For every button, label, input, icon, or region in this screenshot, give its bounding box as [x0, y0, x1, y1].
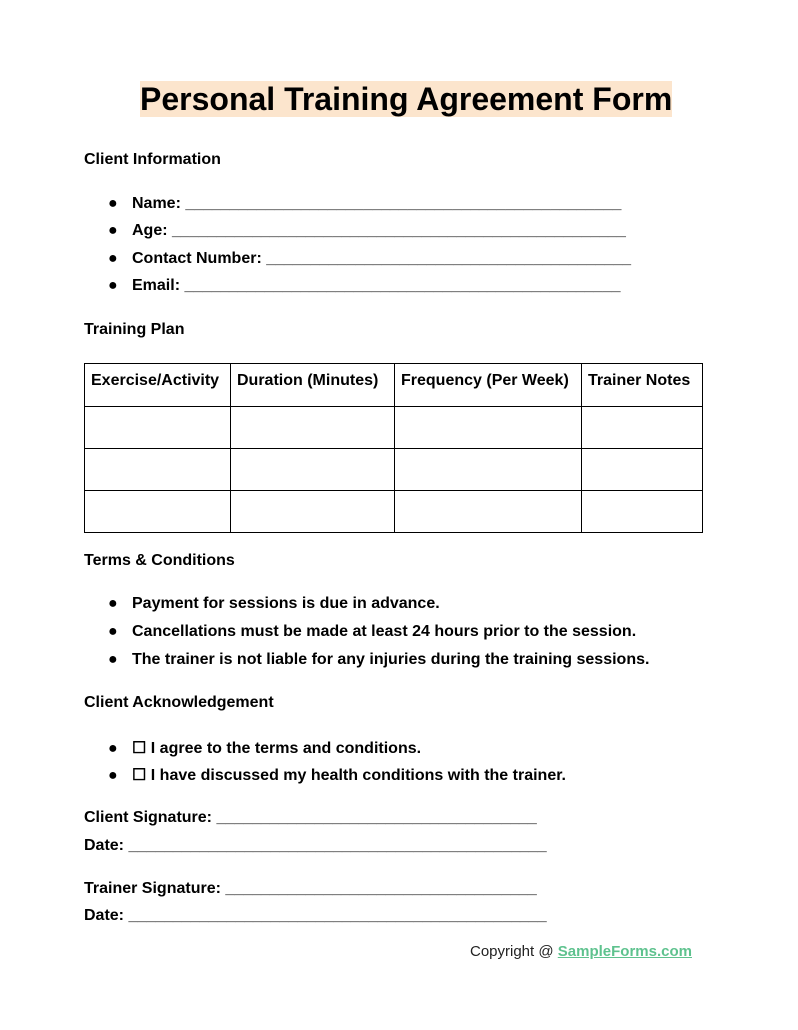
table-cell[interactable] [395, 449, 582, 491]
agree-terms-checkbox[interactable]: ● ☐ I agree to the terms and conditions. [108, 740, 422, 757]
age-field[interactable]: ● Age: ___________________________________________________ [108, 222, 626, 239]
table-cell[interactable] [231, 449, 395, 491]
table-cell[interactable] [582, 449, 703, 491]
email-field[interactable]: ● Email: _________________________________________________ [108, 277, 621, 294]
table-row [85, 449, 703, 491]
table-cell[interactable] [395, 407, 582, 449]
column-header: Frequency (Per Week) [395, 364, 582, 407]
health-discussed-checkbox[interactable]: ● ☐ I have discussed my health conditions with the trainer. [108, 767, 566, 784]
table-cell[interactable] [395, 491, 582, 533]
trainer-date-field[interactable]: Date: _______________________________________________ [84, 907, 547, 924]
client-info-heading: Client Information [84, 151, 221, 168]
table-cell[interactable] [85, 407, 231, 449]
table-cell[interactable] [85, 491, 231, 533]
table-cell[interactable] [85, 449, 231, 491]
name-field[interactable]: ● Name: _________________________________________________ [108, 195, 622, 212]
terms-item: ● Cancellations must be made at least 24 hours prior to the session. [108, 623, 637, 640]
table-row [85, 407, 703, 449]
terms-heading: Terms & Conditions [84, 552, 235, 569]
sampleforms-link[interactable]: SampleForms.com [557, 943, 692, 960]
terms-item: ● Payment for sessions is due in advance. [108, 595, 440, 612]
training-plan-table [84, 363, 703, 533]
acknowledgement-heading: Client Acknowledgement [84, 694, 274, 711]
table-row [85, 491, 703, 533]
column-header: Trainer Notes [582, 364, 703, 407]
training-plan-heading: Training Plan [84, 321, 185, 338]
terms-item: ● The trainer is not liable for any injuries during the training sessions. [108, 651, 650, 668]
page-title: Personal Training Agreement Form [140, 81, 673, 117]
table-cell[interactable] [582, 407, 703, 449]
copyright-footer: Copyright @ SampleForms.com [470, 943, 692, 960]
client-signature-field[interactable]: Client Signature: ____________________________________ [84, 809, 537, 826]
column-header: Exercise/Activity [85, 364, 231, 407]
table-cell[interactable] [231, 491, 395, 533]
table-header-row [85, 364, 703, 407]
table-cell[interactable] [231, 407, 395, 449]
trainer-signature-field[interactable]: Trainer Signature: ___________________________________ [84, 880, 537, 897]
contact-number-field[interactable]: ● Contact Number: _________________________________________ [108, 250, 632, 267]
table-cell[interactable] [582, 491, 703, 533]
client-date-field[interactable]: Date: _______________________________________________ [84, 837, 547, 854]
column-header: Duration (Minutes) [231, 364, 395, 407]
